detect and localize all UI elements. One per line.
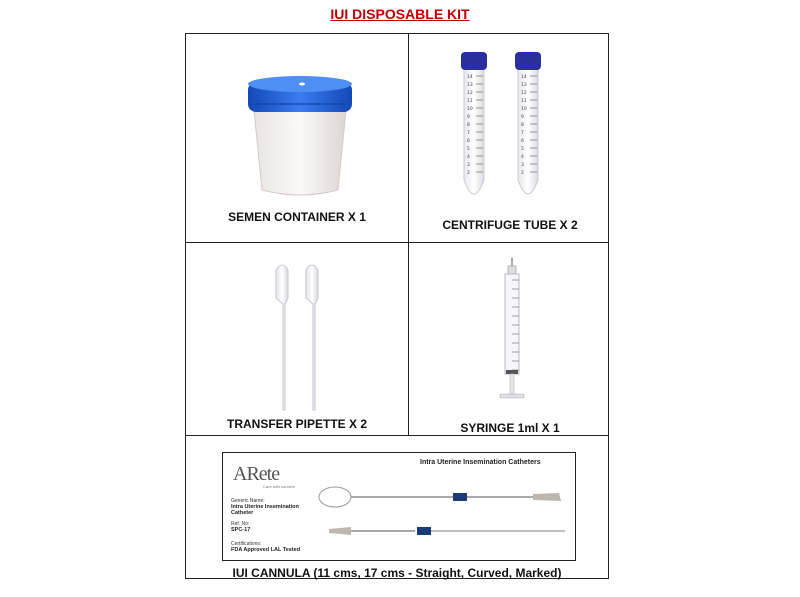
cannula-product-label [222,452,576,561]
tube-scale-label: 4 [521,155,524,160]
caption-iui-cannula: IUI CANNULA (11 cms, 17 cms - Straight, Curved, Marked) [232,566,562,580]
tube-scale-label: 8 [521,123,524,128]
grid-divider-vertical [408,33,409,436]
tube-scale-label: 3 [467,163,470,168]
page-title: IUI DISPOSABLE KIT [330,6,470,22]
tube-scale-label: 4 [467,155,470,160]
centrifuge-tube-icon [450,50,570,210]
tube-scale-label: 12 [521,91,527,96]
tube-scale-label: 7 [521,131,524,136]
tube-scale-label: 3 [521,163,524,168]
caption-semen-container: SEMEN CONTAINER X 1 [228,210,366,224]
tube-scale-label: 14 [467,75,473,80]
tube-scale-label: 13 [521,83,527,88]
tube-scale-label: 2 [467,171,470,176]
specimen-container-icon [240,72,360,202]
tube-scale-label: 12 [467,91,473,96]
tube-scale-label: 2 [521,171,524,176]
tube-scale-label: 10 [467,107,473,112]
transfer-pipette-icon [270,260,330,415]
grid-divider-row2 [185,435,609,436]
ref-label: Ref. No: [231,521,250,527]
tube-scale-label: 14 [521,75,527,80]
tube-scale-label: 5 [467,147,470,152]
caption-centrifuge-tube: CENTRIFUGE TUBE X 2 [442,218,578,232]
syringe-icon [492,258,532,408]
catheter-icon [305,475,575,555]
grid-divider-row1 [185,242,609,243]
tube-scale-label: 6 [521,139,524,144]
ref-value: SPC-17 [231,527,251,533]
tube-scale-label: 11 [521,99,527,104]
brand-logo: ARete [233,463,280,485]
tube-scale-label: 11 [467,99,473,104]
brand-tagline: Care with concern [263,484,296,489]
caption-transfer-pipette: TRANSFER PIPETTE X 2 [226,417,368,431]
tube-scale-label: 6 [467,139,470,144]
tube-scale-label: 7 [467,131,470,136]
tube-scale-label: 9 [467,115,470,120]
cert-value: FDA Approved LAL Tested [231,547,301,553]
caption-syringe: SYRINGE 1ml X 1 [460,421,560,435]
cert-label: Certifications: [231,541,262,547]
generic-name-value: Intra Uterine Insemination Catheter [231,504,299,516]
tube-scale-label: 9 [521,115,524,120]
tube-scale-label: 13 [467,83,473,88]
generic-name-label: Generic Name: [231,498,265,504]
tube-scale-label: 8 [467,123,470,128]
label-heading: Intra Uterine Insemination Catheters [420,459,541,466]
tube-scale-label: 10 [521,107,527,112]
tube-scale-label: 5 [521,147,524,152]
